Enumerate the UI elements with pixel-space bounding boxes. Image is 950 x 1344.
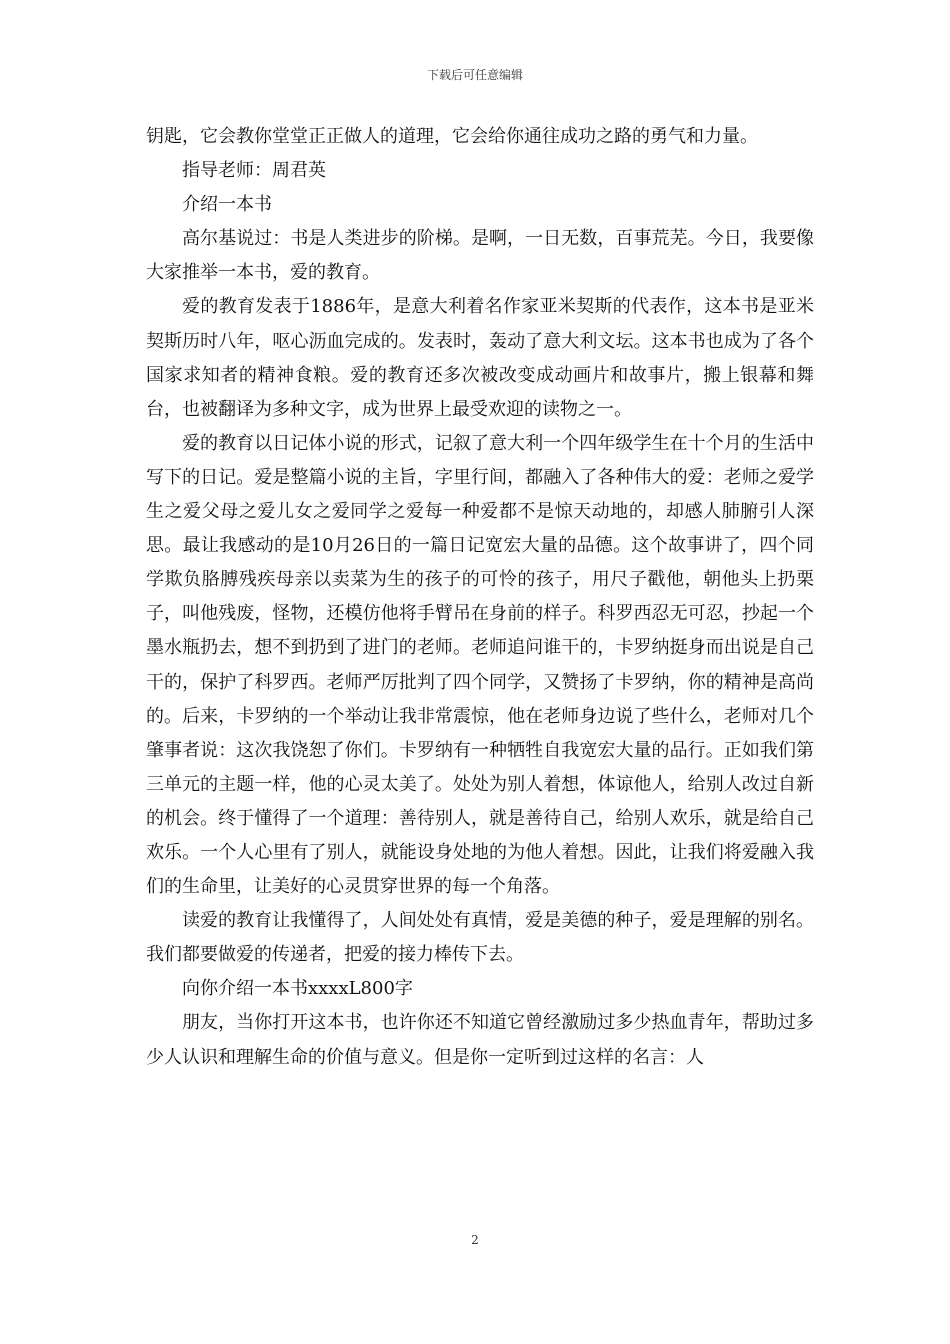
document-body — [146, 120, 814, 1075]
page-header: 下载后可任意编辑 — [426, 68, 523, 82]
paragraph: 爱的教育以日记体小说的形式，记叙了意大利一个四年级学生在十个月的生活中写下的日记。爱是整篇小说的主旨，字里行间，都融入了各种伟大的爱：老师之爱学生之爱父母之爱儿女之爱同学之爱每一种爱都不是惊天动地的，却感人肺腑引人深思。最让我感动的是10月26日的一篇日记宽宏大量的品德。这个故事讲了，四个同学欺负胳膊残疾母亲以卖菜为生的孩子的可怜的孩子，用尺子戳他，朝他头上扔栗子，叫他残废，怪物，还模仿他将手臂吊在身前的样子。科罗西忍无可忍，抄起一个墨水瓶扔去，想不到扔到了进门的老师。老师追问谁干的，卡罗纳挺身而出说是自己干的，保护了科罗西。老师严厉批判了四个同学，又赞扬了卡罗纳，你的精神是高尚的。后来，卡罗纳的一个举动让我非常震惊，他在老师身边说了些什么，老师对几个肇事者说：这次我饶恕了你们。卡罗纳有一种牺牲自我宽宏大量的品行。正如我们第三单元的主题一样，他的心灵太美了。处处为别人着想，体谅他人，给别人改过自新的机会。终于懂得了一个道理：善待别人，就是善待自己，给别人欢乐，就是给自己欢乐。一个人心里有了别人，就能设身处地的为他人着想。因此，让我们将爱融入我们的生命里，让美好的心灵贯穿世界的每一个角落。 — [146, 432, 814, 898]
paragraph: 高尔基说过：书是人类进步的阶梯。是啊，一日无数，百事荒芜。今日，我要像大家推举一本书，爱的教育。 — [146, 228, 814, 284]
paragraph: 钥匙，它会教你堂堂正正做人的道理，它会给你通往成功之路的勇气和力量。 — [146, 126, 758, 147]
paragraph: 爱的教育发表于1886年，是意大利着名作家亚米契斯的代表作，这本书是亚米契斯历时八年，呕心沥血完成的。发表时，轰动了意大利文坛。这本书也成为了各个国家求知者的精神食粮。爱的教育还多次被改变成动画片和故事片，搬上银幕和舞台，也被翻译为多种文字，成为世界上最受欢迎的读物之一。 — [146, 296, 814, 420]
section-heading: 介绍一本书 — [182, 194, 272, 216]
section-heading: 向你介绍一本书xxxxL800字 — [182, 978, 413, 1000]
page-number: 2 — [471, 1233, 479, 1247]
paragraph: 指导老师：周君英 — [182, 160, 326, 182]
paragraph: 朋友，当你打开这本书，也许你还不知道它曾经激励过多少热血青年，帮助过多少人认识和理解生命的价值与意义。但是你一定听到过这样的名言：人 — [146, 1012, 814, 1068]
paragraph: 读爱的教育让我懂得了，人间处处有真情，爱是美德的种子，爱是理解的别名。我们都要做爱的传递者，把爱的接力棒传下去。 — [146, 910, 814, 966]
